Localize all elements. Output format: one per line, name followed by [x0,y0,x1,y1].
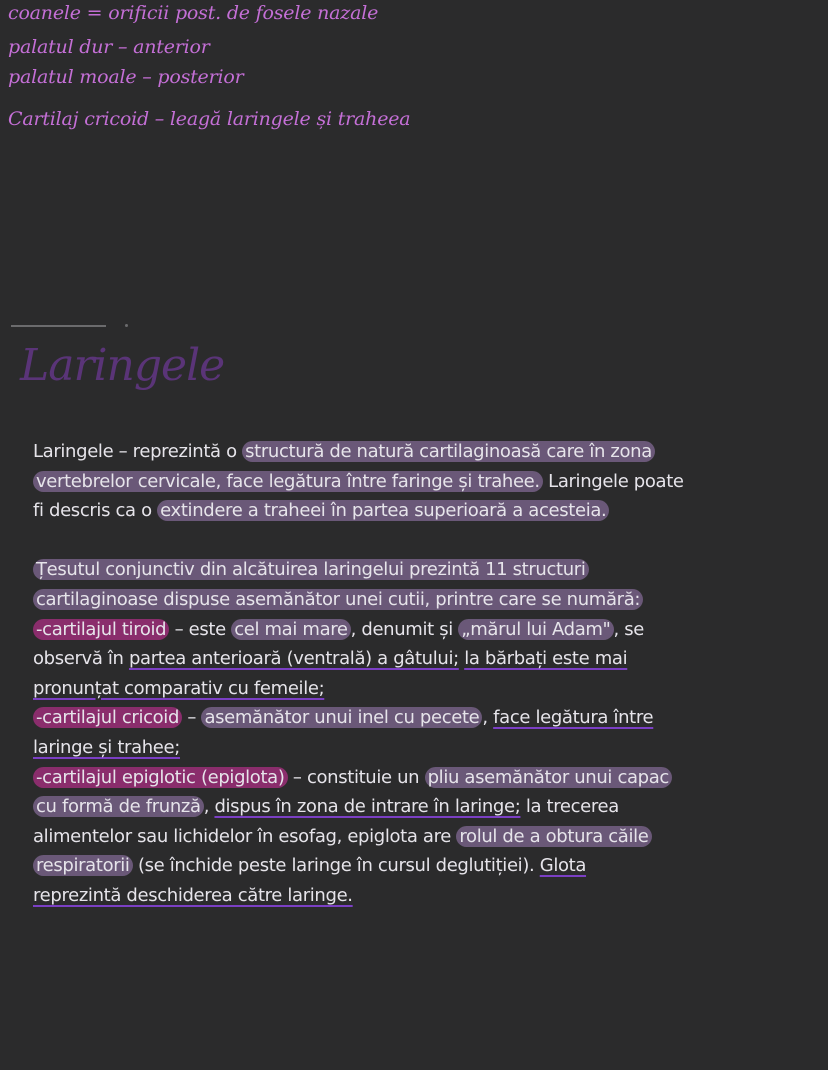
paragraph-definition [33,437,813,526]
highlight: cel mai mare [231,619,350,640]
text: observă în [33,648,129,670]
text: – constituie un [287,766,425,788]
underlined: partea anterioară (ventrală) a gâtului; [128,648,459,670]
highlight: vertebrelor cervicale, face legătura între faringe și trahee. [33,471,543,492]
text: , [203,796,215,818]
highlight: rolul de a obtura căile [456,826,651,847]
highlight: extindere a traheei în partea superioară a acesteia. [157,500,609,521]
note-line-1: coanele = orificii post. de fosele nazale [8,2,379,24]
underlined: la bărbați este mai [464,648,628,670]
underlined: dispus în zona de intrare în laringe; [214,796,521,818]
text: (se închide peste laringe în cursul deglutiției). [132,855,540,877]
note-line-4: Cartilaj cricoid – leagă laringele și traheea [8,108,411,130]
section-title: Laringele [20,340,225,391]
text: – este [169,618,232,640]
term-epiglota: -cartilajul epiglotic (epiglota) [33,767,288,788]
underlined: Glota [539,855,587,877]
term-cricoid: -cartilajul cricoid [33,707,182,728]
text: , [482,707,494,729]
underlined: face legătura între [493,707,654,729]
text: Laringele poate [542,470,684,492]
highlight: pliu asemănător unui capac [425,767,672,788]
highlight: „mărul lui Adam" [458,619,613,640]
text: Laringele – reprezintă o [33,441,243,462]
divider-dot [125,324,128,327]
underlined: laringe și trahee; [33,736,180,758]
highlight: asemănător unui inel cu pecete [201,707,482,728]
note-line-2: palatul dur – anterior [8,36,210,58]
highlight: structură de natură cartilaginoasă care în zona [242,441,655,462]
text: fi descris ca o [33,500,158,522]
text: alimentelor sau lichidelor în esofag, epiglota are [33,825,457,847]
divider-line [11,325,106,327]
underlined: pronunțat comparativ cu femeile; [33,677,325,699]
highlight: respiratorii [33,855,133,876]
note-line-3: palatul moale – posterior [8,66,244,88]
highlight: cartilaginoase dispuse asemănător unei cutii, printre care se numără: [33,589,643,610]
notes-body [33,437,813,911]
text: – [182,707,202,729]
paragraph-cartilages [33,555,813,910]
term-tiroid: -cartilajul tiroid [33,619,169,640]
highlight: Țesutul conjunctiv din alcătuirea laringelui prezintă 11 structuri [33,559,589,580]
text: la trecerea [520,796,619,818]
underlined: reprezintă deschiderea către laringe. [33,884,353,906]
highlight: cu formă de frunză [33,796,204,817]
text: , se [613,618,644,640]
text: , denumit și [350,618,459,640]
